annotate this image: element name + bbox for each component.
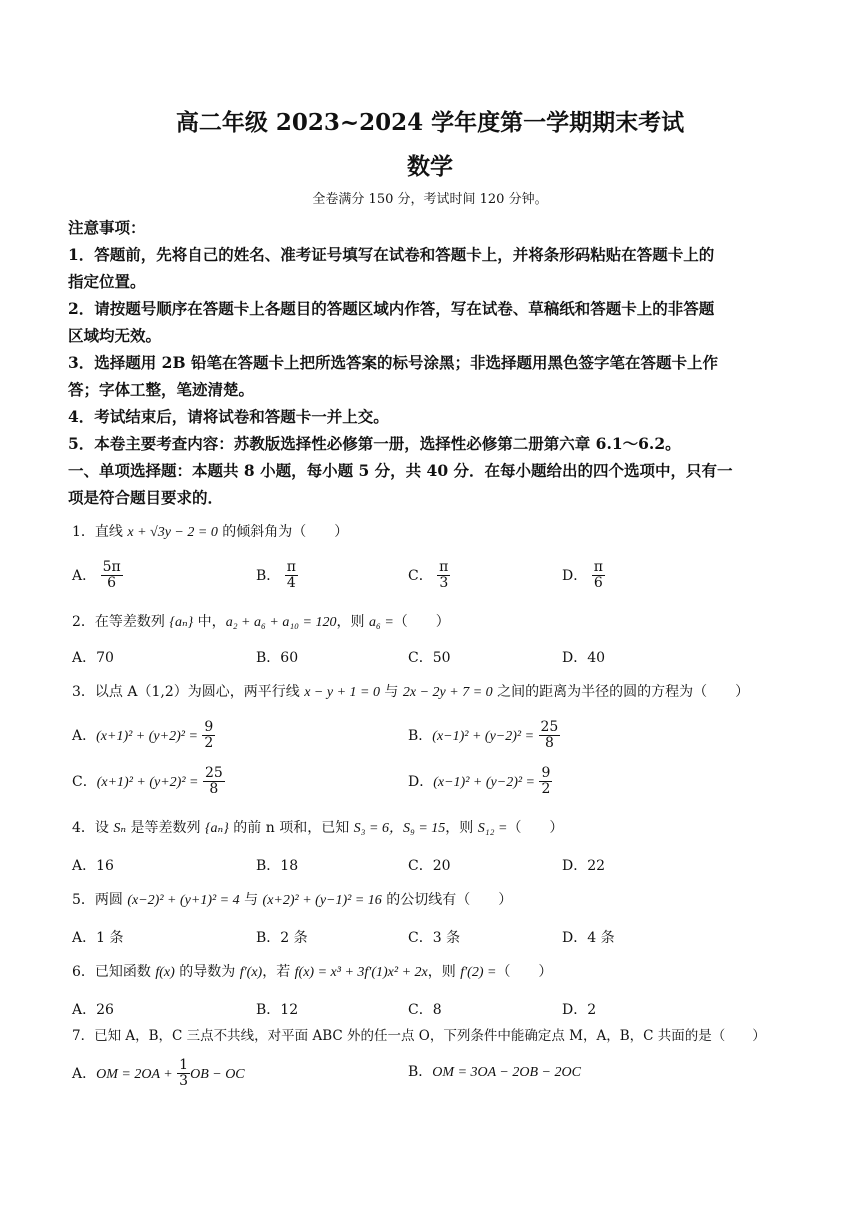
q4-sn: Sₙ xyxy=(113,821,127,836)
option-label: D． xyxy=(562,650,588,666)
question-3 xyxy=(72,682,796,703)
q1-option-b xyxy=(256,560,298,592)
q6-option-a xyxy=(72,1000,114,1020)
q1-stem: 1．直线 xyxy=(72,524,128,540)
option-label: D． xyxy=(562,567,588,584)
option-vector-expr: OM = 3OA − 2OB − 2OC xyxy=(432,1065,581,1080)
q2-seq: {aₙ} xyxy=(169,615,194,630)
exam-title: 高二年级 2023~2024 学年度第一学期期末考试 xyxy=(175,109,685,136)
fraction xyxy=(203,766,225,798)
option-text: 3 条 xyxy=(432,930,461,946)
q5-expr2: (x+2)² + (y−1)² = 16 xyxy=(262,893,382,908)
option-text: 8 xyxy=(432,1002,442,1018)
notice-line: 4．考试结束后，请将试卷和答题卡一并上交。 xyxy=(68,407,389,426)
q6-fpx: f′(x) xyxy=(239,965,263,980)
option-lhs: (x+1)² + (y+2)² = xyxy=(96,728,198,744)
option-label: A． xyxy=(72,567,97,584)
numerator: 1 xyxy=(179,1057,189,1073)
question-2 xyxy=(72,612,796,633)
q1-option-d xyxy=(562,560,605,592)
q3-expr1: x − y + 1 = 0 xyxy=(304,685,380,700)
fraction xyxy=(285,560,298,592)
numerator: 9 xyxy=(204,719,214,735)
q3-stem-end: 之间的距离为半径的圆的方程为（ ） xyxy=(492,684,750,700)
q1-option-a xyxy=(72,560,123,592)
q4-stem-end: （ ） xyxy=(507,820,564,836)
option-lhs: (x−1)² + (y−2)² = xyxy=(433,774,535,790)
question-5 xyxy=(72,890,796,911)
q3-option-d xyxy=(408,766,552,798)
q6-stem-mid3: ，则 xyxy=(427,964,461,980)
q1-option-c xyxy=(408,560,450,592)
option-text: 16 xyxy=(96,858,114,874)
option-text: 12 xyxy=(280,1002,299,1018)
option-vector-expr-tail: OB − OC xyxy=(190,1066,245,1082)
subject-title: 数学 xyxy=(407,153,453,180)
denominator: 8 xyxy=(209,781,219,798)
q5-stem: 5．两圆 xyxy=(72,892,128,908)
question-7: 7．已知 A，B，C 三点不共线，对平面 ABC 外的任一点 O，下列条件中能确定点 M，A，B，C 共面的是（ ） xyxy=(72,1028,766,1044)
option-label: C． xyxy=(408,858,433,874)
numerator: π xyxy=(286,559,296,575)
option-text: 20 xyxy=(432,858,451,874)
q4-option-c xyxy=(408,856,451,876)
notice-line: 答；字体工整，笔迹清楚。 xyxy=(68,380,255,399)
q2-stem-mid: 中， xyxy=(193,614,226,630)
q7-option-a xyxy=(72,1058,245,1090)
option-label: C． xyxy=(408,930,433,946)
q3-option-a xyxy=(72,720,215,752)
option-label: B． xyxy=(256,650,281,666)
q2-option-b xyxy=(256,648,298,668)
q4-option-a xyxy=(72,856,114,876)
q2-expr: a₂ + a₆ + a₁₀ = 120 xyxy=(225,615,337,630)
q1-stem-end: 的倾斜角为（ ） xyxy=(217,524,349,540)
q3-option-b xyxy=(408,720,560,752)
option-text: 22 xyxy=(587,858,606,874)
q6-target: f′(2) = xyxy=(460,965,497,980)
option-text: 40 xyxy=(587,650,606,666)
q6-option-c xyxy=(408,1000,442,1020)
denominator: 3 xyxy=(439,575,449,592)
q4-seq: {aₙ} xyxy=(204,821,229,836)
q2-stem-mid2: ，则 xyxy=(336,614,369,630)
option-label: A． xyxy=(72,1065,97,1082)
q4-stem-mid: 是等差数列 xyxy=(126,820,205,836)
q6-expr: f(x) = x³ + 3f′(1)x² + 2x xyxy=(294,965,428,980)
notice-line: 1．答题前，先将自己的姓名、准考证号填写在试卷和答题卡上，并将条形码粘贴在答题卡上的 xyxy=(68,245,715,264)
option-label: A． xyxy=(72,650,97,666)
fraction xyxy=(592,560,605,592)
q6-stem-mid2: ，若 xyxy=(262,964,295,980)
option-label: B． xyxy=(256,858,281,874)
numerator: 5π xyxy=(102,559,121,575)
q6-fx: f(x) xyxy=(155,965,175,980)
denominator: 4 xyxy=(286,575,296,592)
q5-option-c xyxy=(408,928,460,948)
q3-option-c xyxy=(72,766,225,798)
q2-target: a₆ = xyxy=(368,615,394,630)
question-1 xyxy=(72,522,796,543)
q3-expr2: 2x − 2y + 7 = 0 xyxy=(402,685,493,700)
numerator: π xyxy=(439,559,449,575)
denominator: 8 xyxy=(544,735,554,752)
denominator: 6 xyxy=(107,575,117,592)
option-label: B． xyxy=(408,727,433,744)
q6-stem: 6．已知函数 xyxy=(72,964,156,980)
option-text: 70 xyxy=(96,650,114,666)
q4-stem-mid3: ，则 xyxy=(445,820,478,836)
option-label: B． xyxy=(256,930,281,946)
q4-option-d xyxy=(562,856,605,876)
q3-stem: 3．以点 A（1,2）为圆心，两平行线 xyxy=(72,684,305,700)
q4-stem-mid2: 的前 n 项和，已知 xyxy=(228,820,354,836)
option-label: C． xyxy=(408,1002,433,1018)
option-label: A． xyxy=(72,858,97,874)
q2-option-a xyxy=(72,648,114,668)
notice-line: 指定位置。 xyxy=(68,272,146,291)
option-label: C． xyxy=(408,650,433,666)
fraction xyxy=(539,766,552,798)
q2-option-c xyxy=(408,648,451,668)
option-label: B． xyxy=(256,1002,281,1018)
numerator: π xyxy=(593,559,603,575)
option-label: B． xyxy=(408,1064,433,1080)
notice-line: 区域均无效。 xyxy=(68,326,162,345)
option-label: A． xyxy=(72,727,97,744)
q2-stem: 2．在等差数列 xyxy=(72,614,170,630)
option-label: C． xyxy=(408,567,433,584)
fraction xyxy=(539,720,561,752)
option-label: D． xyxy=(562,1002,588,1018)
option-text: 18 xyxy=(280,858,299,874)
q6-option-d xyxy=(562,1000,596,1020)
q5-expr1: (x−2)² + (y+1)² = 4 xyxy=(127,893,240,908)
option-label: A． xyxy=(72,930,97,946)
option-vector-expr: OM = 2OA + xyxy=(96,1066,173,1082)
option-lhs: (x−1)² + (y−2)² = xyxy=(432,728,535,744)
fraction xyxy=(437,560,450,592)
option-label: D． xyxy=(408,773,434,790)
q5-stem-end: 的公切线有（ ） xyxy=(381,892,513,908)
q4-cond: S₃ = 6，S₉ = 15 xyxy=(353,821,446,836)
option-label: A． xyxy=(72,1002,97,1018)
q5-option-b xyxy=(256,928,308,948)
q6-option-b xyxy=(256,1000,298,1020)
numerator: 25 xyxy=(540,719,559,735)
option-label: D． xyxy=(562,858,588,874)
denominator: 6 xyxy=(593,575,603,592)
option-label: B． xyxy=(256,567,281,584)
denominator: 2 xyxy=(541,781,551,798)
q5-option-a xyxy=(72,928,123,948)
section-heading-cont: 项是符合题目要求的． xyxy=(68,488,224,507)
q2-option-d xyxy=(562,648,605,668)
q1-expr: x + √3y − 2 = 0 xyxy=(127,525,218,540)
option-label: C． xyxy=(72,773,97,790)
option-lhs: (x+1)² + (y+2)² = xyxy=(96,774,199,790)
exam-subtitle: 全卷满分 150 分，考试时间 120 分钟。 xyxy=(312,192,548,207)
option-text: 4 条 xyxy=(587,930,615,946)
q3-stem-mid: 与 xyxy=(379,684,403,700)
option-text: 60 xyxy=(280,650,299,666)
notice-line: 2．请按题号顺序在答题卡上各题目的答题区域内作答，写在试卷、草稿纸和答题卡上的非答题 xyxy=(68,299,715,318)
notice-line: 3．选择题用 2B 铅笔在答题卡上把所选答案的标号涂黑；非选择题用黑色签字笔在答题卡上作 xyxy=(68,353,718,372)
question-6 xyxy=(72,962,796,983)
option-text: 2 条 xyxy=(280,930,308,946)
q5-option-d xyxy=(562,928,615,948)
option-text: 26 xyxy=(96,1002,114,1018)
section-heading: 一、单项选择题：本题共 8 小题，每小题 5 分，共 40 分．在每小题给出的四个选项中，只有一 xyxy=(68,461,733,480)
q4-option-b xyxy=(256,856,298,876)
option-text: 2 xyxy=(587,1002,597,1018)
q6-stem-mid: 的导数为 xyxy=(174,964,240,980)
fraction xyxy=(177,1058,190,1090)
q2-stem-end: （ ） xyxy=(393,614,450,630)
denominator: 3 xyxy=(179,1073,189,1090)
question-4 xyxy=(72,818,796,839)
fraction xyxy=(202,720,215,752)
option-label: D． xyxy=(562,930,588,946)
q7-option-b xyxy=(408,1062,581,1083)
option-text: 50 xyxy=(432,650,451,666)
q4-stem: 4．设 xyxy=(72,820,114,836)
denominator: 2 xyxy=(204,735,214,752)
q6-stem-end: （ ） xyxy=(496,964,553,980)
notice-heading: 注意事项： xyxy=(68,218,146,237)
option-text: 1 条 xyxy=(96,930,124,946)
q5-stem-mid: 与 xyxy=(239,892,263,908)
notice-line: 5．本卷主要考查内容：苏教版选择性必修第一册，选择性必修第二册第六章 6.1～6.2。 xyxy=(68,434,681,453)
numerator: 25 xyxy=(204,765,223,781)
fraction xyxy=(101,560,123,592)
q4-target: S₁₂ = xyxy=(477,821,508,836)
numerator: 9 xyxy=(541,765,551,781)
